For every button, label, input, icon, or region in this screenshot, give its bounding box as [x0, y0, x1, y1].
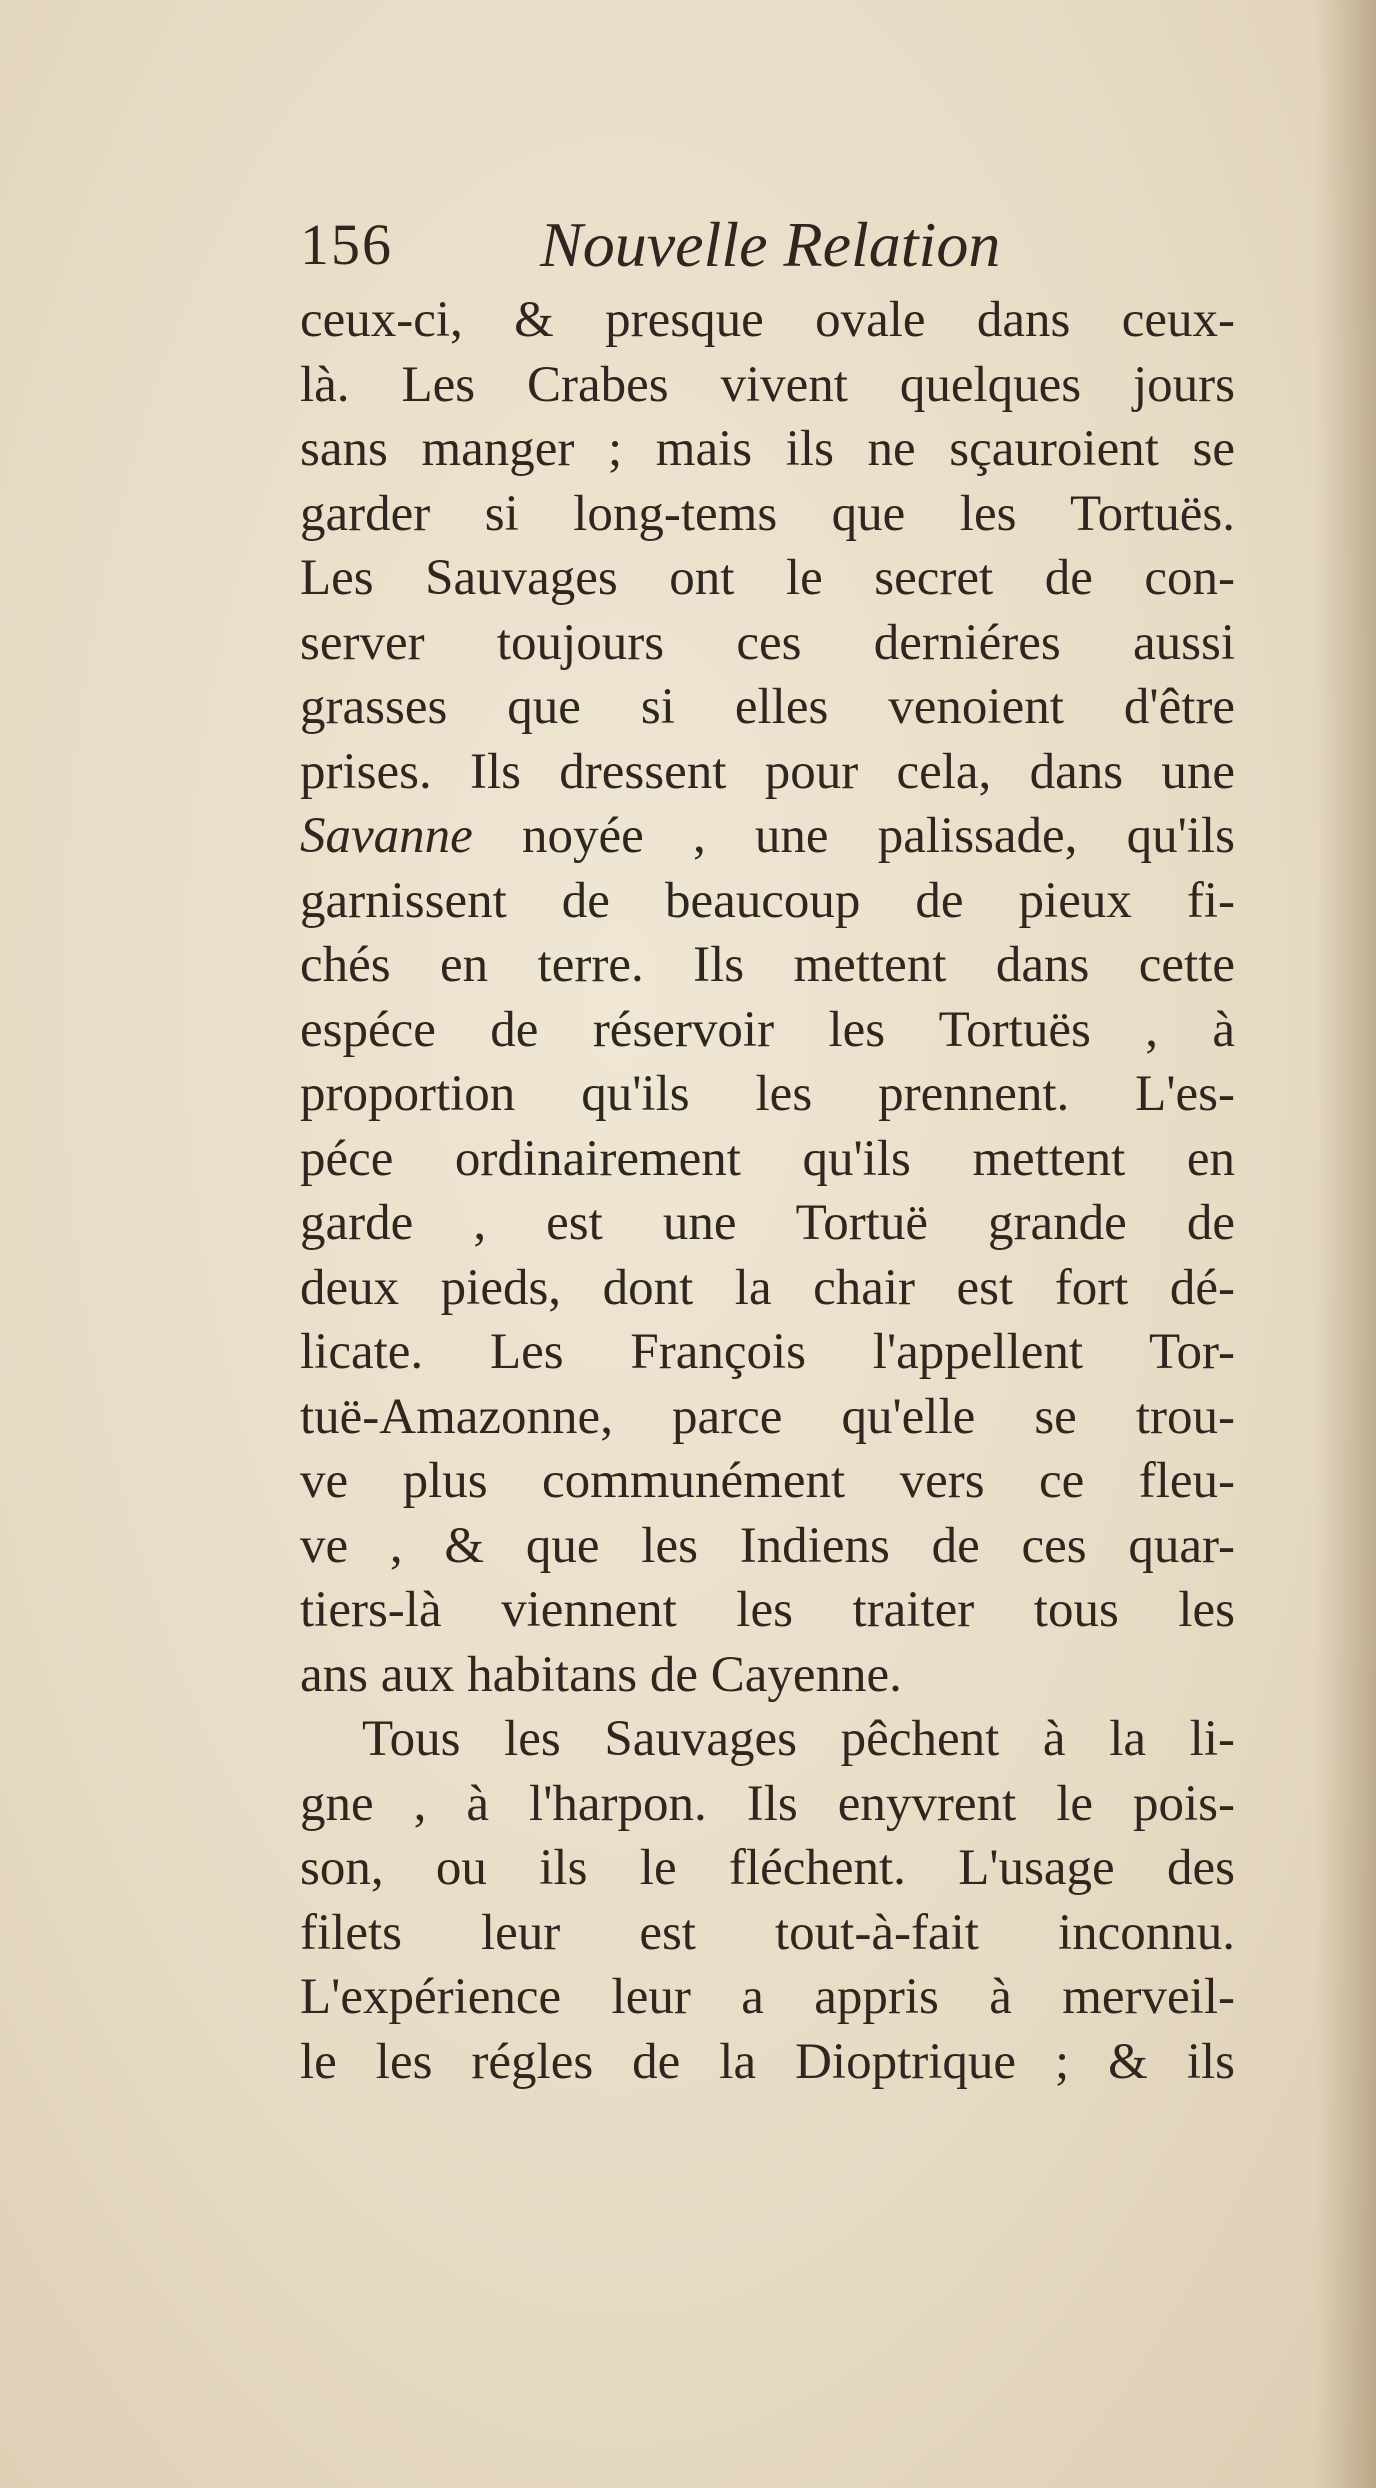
running-head: Nouvelle Relation	[540, 209, 1001, 280]
text-line: tiers-là viennent les traiter tous les	[300, 1582, 1235, 1638]
text-line: grasses que si elles venoient d'être	[300, 679, 1235, 735]
text-line: son, ou ils le fléchent. L'usage des	[300, 1840, 1235, 1896]
page-number: 156	[300, 212, 393, 277]
text-line: licate. Les François l'appellent Tor-	[300, 1324, 1235, 1380]
text-line: Tous les Sauvages pêchent à la li-	[362, 1711, 1235, 1767]
text-line: là. Les Crabes vivent quelques jours	[300, 356, 1235, 413]
text-line: espéce de réservoir les Tortuës , à	[300, 1001, 1235, 1058]
text-line: Les Sauvages ont le secret de con-	[300, 550, 1235, 606]
text-line: ceux-ci, & presque ovale dans ceux-	[300, 292, 1235, 348]
text-line: Savanne noyée , une palissade, qu'ils	[300, 808, 1235, 864]
text-line: garde , est une Tortuë grande de	[300, 1195, 1235, 1251]
text-line: chés en terre. Ils mettent dans cette	[300, 937, 1235, 993]
text-line: prises. Ils dressent pour cela, dans une	[300, 743, 1235, 800]
page-edge-shadow	[1316, 0, 1376, 2488]
text-line: péce ordinairement qu'ils mettent en	[300, 1130, 1235, 1187]
text-line: garder si long-tems que les Tortuës.	[300, 485, 1235, 542]
text-line: tuë-Amazonne, parce qu'elle se trou-	[300, 1388, 1235, 1445]
text-line: ve , & que les Indiens de ces quar-	[300, 1517, 1235, 1574]
text-line: filets leur est tout-à-fait inconnu.	[300, 1904, 1235, 1961]
text-line: gne , à l'harpon. Ils enyvrent le pois-	[300, 1775, 1235, 1832]
text-line: deux pieds, dont la chair est fort dé-	[300, 1259, 1235, 1316]
text-line: sans manger ; mais ils ne sçauroient se	[300, 421, 1235, 477]
text-line: proportion qu'ils les prennent. L'es-	[300, 1066, 1235, 1122]
page-header	[300, 205, 1080, 285]
text-line: L'expérience leur a appris à merveil-	[300, 1969, 1235, 2025]
text-line: ans aux habitans de Cayenne.	[300, 1646, 902, 1703]
text-line: le les régles de la Dioptrique ; & ils	[300, 2033, 1235, 2090]
body-text	[300, 288, 1235, 2094]
text-line: ve plus communément vers ce fleu-	[300, 1453, 1235, 1509]
text-line: server toujours ces derniéres aussi	[300, 614, 1235, 671]
text-line: garnissent de beaucoup de pieux fi-	[300, 872, 1235, 929]
